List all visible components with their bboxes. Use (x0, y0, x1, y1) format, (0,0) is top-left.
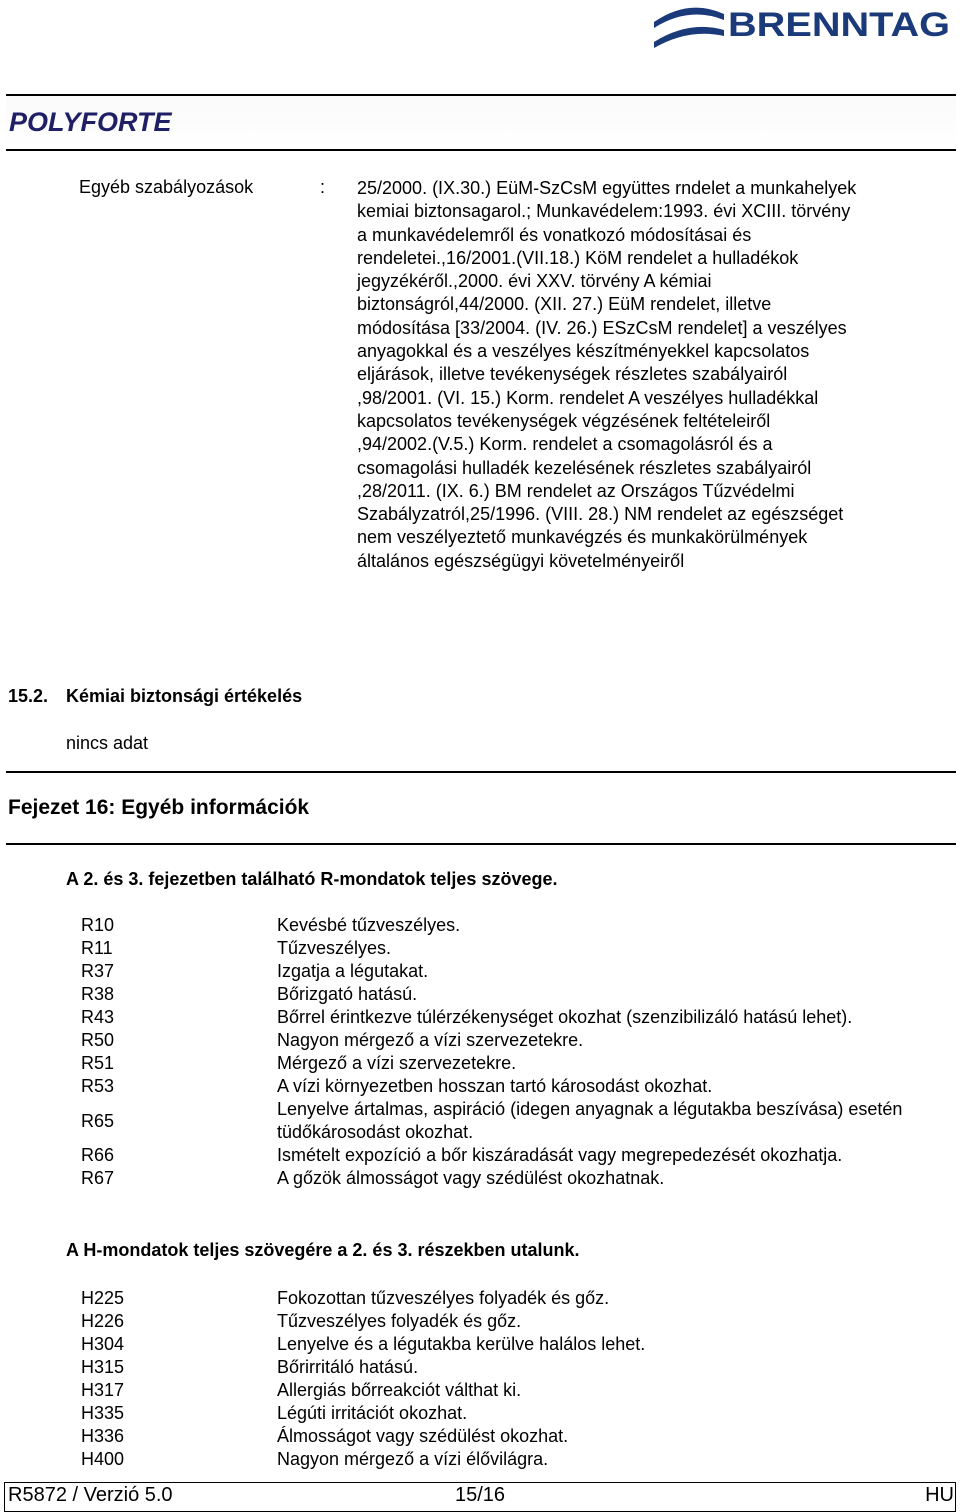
r-phrase-row (0, 1167, 960, 1190)
r-phrase-text: Tűzveszélyes. (277, 938, 392, 958)
section-15-2-number: 15.2. (8, 686, 49, 706)
r-phrase-row (0, 1052, 960, 1075)
regulation-line: módosítása [33/2004. (IV. 26.) ESzCsM rendelet] a veszélyes (357, 317, 847, 338)
r-phrases-list (0, 914, 960, 1190)
r-phrase-row (0, 1144, 960, 1167)
h-phrases-heading: A H-mondatok teljes szövegére a 2. és 3. részekben utalunk. (66, 1240, 580, 1260)
footer-language: HU (925, 1484, 954, 1506)
page-footer (0, 1482, 960, 1512)
h-phrase-code: H400 (81, 1449, 125, 1469)
brenntag-logo (654, 0, 954, 50)
regulation-line: nem veszélyeztető munkavégzés és munkakörülmények (357, 527, 808, 548)
h-phrase-code: H315 (81, 1357, 125, 1377)
r-phrase-row (0, 983, 960, 1006)
regulation-line: kemiai biztonsagarol.; Munkavédelem:1993. évi XCIII. törvény (357, 201, 851, 222)
chapter-16-title: Fejezet 16: Egyéb információk (8, 796, 310, 819)
h-phrase-row (0, 1356, 960, 1379)
h-phrase-text: Allergiás bőrreakciót válthat ki. (277, 1380, 522, 1400)
r-phrase-row (0, 960, 960, 983)
regulation-line: csomagolási hulladék kezelésének részletes szabályairól (357, 457, 812, 478)
r-phrase-text: Bőrizgató hatású. (277, 984, 418, 1004)
footer-version: R5872 / Verzió 5.0 (8, 1484, 173, 1506)
other-regulations-text (357, 177, 942, 573)
brenntag-logo-graphic (654, 0, 954, 50)
h-phrases-list (0, 1287, 960, 1471)
r-phrase-text: Izgatja a légutakat. (277, 961, 429, 981)
r-phrase-code: R11 (81, 938, 113, 958)
h-phrase-row (0, 1379, 960, 1402)
regulation-line: ,94/2002.(V.5.) Korm. rendelet a csomagolásról és a (357, 434, 773, 455)
r-phrase-row (0, 1029, 960, 1052)
r-phrase-code: R38 (81, 984, 115, 1004)
section-divider-top (6, 771, 956, 773)
h-phrase-row (0, 1402, 960, 1425)
h-phrase-row (0, 1310, 960, 1333)
regulation-line: anyagokkal és a veszélyes készítményekkel kapcsolatos (357, 341, 810, 362)
logo-wordmark: BRENNTAG (728, 6, 950, 44)
h-phrase-text: Bőrirritáló hatású. (277, 1357, 419, 1377)
h-phrase-text: Lenyelve és a légutakba kerülve halálos lehet. (277, 1334, 646, 1354)
h-phrase-row (0, 1333, 960, 1356)
r-phrase-code: R50 (81, 1030, 115, 1050)
r-phrase-row (0, 914, 960, 937)
r-phrase-code: R53 (81, 1076, 115, 1096)
r-phrase-text: A gőzök álmosságot vagy szédülést okozhatnak. (277, 1168, 665, 1188)
h-phrase-text: Fokozottan tűzveszélyes folyadék és gőz. (277, 1288, 610, 1308)
h-phrase-row (0, 1448, 960, 1471)
h-phrase-text: Nagyon mérgező a vízi élővilágra. (277, 1449, 549, 1469)
r-phrase-code: R10 (81, 915, 115, 935)
product-name: POLYFORTE (9, 107, 172, 137)
h-phrase-row (0, 1425, 960, 1448)
h-phrase-text: Tűzveszélyes folyadék és gőz. (277, 1311, 522, 1331)
section-divider-bottom (6, 843, 956, 845)
r-phrase-code: R65 (81, 1110, 115, 1131)
h-phrase-code: H335 (81, 1403, 125, 1423)
r-phrases-heading: A 2. és 3. fejezetben található R-mondatok teljes szövege. (66, 869, 558, 889)
regulation-line: a munkavédelemről és vonatkozó módosításai és (357, 224, 752, 245)
r-phrase-text: Kevésbé tűzveszélyes. (277, 915, 461, 935)
regulation-line: eljárások, illetve tevékenységek részletes szabályairól (357, 364, 788, 385)
r-phrase-row (0, 1075, 960, 1098)
regulation-line: 25/2000. (IX.30.) EüM-SzCsM együttes rndelet a munkahelyek (357, 178, 857, 198)
section-15-2-title: Kémiai biztonsági értékelés (66, 686, 303, 706)
r-phrase-text: Ismételt expozíció a bőr kiszáradását vagy megrepedezését okozhatja. (277, 1145, 843, 1165)
regulation-line: Szabályzatról,25/1996. (VIII. 28.) NM rendelet az egészséget (357, 504, 844, 525)
r-phrase-text: Lenyelve ártalmas, aspiráció (idegen anyagnak a légutakba beszívása) esetén tüdőkárosodást okozhat. (277, 1099, 903, 1142)
r-phrase-code: R51 (81, 1053, 115, 1073)
regulation-line: jegyzékéről.,2000. évi XXV. törvény A kémiai (357, 271, 712, 292)
r-phrase-text: Bőrrel érintkezve túlérzékenységet okozhat (szenzibilizáló hatású lehet). (277, 1007, 853, 1027)
r-phrase-row (0, 1006, 960, 1029)
section-15-2-value: nincs adat (66, 733, 149, 753)
r-phrase-code: R67 (81, 1168, 115, 1188)
r-phrase-code: R66 (81, 1145, 115, 1165)
h-phrase-code: H226 (81, 1311, 125, 1331)
r-phrase-text: Nagyon mérgező a vízi szervezetekre. (277, 1030, 584, 1050)
regulation-line: ,98/2001. (VI. 15.) Korm. rendelet A veszélyes hulladékkal (357, 387, 819, 408)
regulation-line: általános egészségügyi követelményeiről (357, 550, 685, 571)
h-phrase-row (0, 1287, 960, 1310)
h-phrase-text: Légúti irritációt okozhat. (277, 1403, 468, 1423)
regulation-line: biztonságról,44/2000. (XII. 27.) EüM rendelet, illetve (357, 294, 772, 315)
h-phrase-code: H225 (81, 1288, 125, 1308)
r-phrase-row (0, 937, 960, 960)
other-regulations-label: Egyéb szabályozások (79, 177, 254, 197)
h-phrase-code: H317 (81, 1380, 125, 1400)
h-phrase-code: H304 (81, 1334, 125, 1354)
r-phrase-text: A vízi környezetben hosszan tartó károsodást okozhat. (277, 1076, 713, 1096)
r-phrase-row (0, 1098, 960, 1144)
h-phrase-code: H336 (81, 1426, 125, 1446)
r-phrase-text: Mérgező a vízi szervezetekre. (277, 1053, 517, 1073)
r-phrase-code: R37 (81, 961, 115, 981)
other-regulations-colon: : (320, 177, 326, 197)
regulation-line: kapcsolatos tevékenységek végzésének feltételeiről (357, 410, 771, 431)
footer-page-number: 15/16 (455, 1484, 506, 1506)
h-phrase-text: Álmosságot vagy szédülést okozhat. (277, 1426, 569, 1446)
r-phrase-code: R43 (81, 1007, 115, 1027)
regulation-line: rendeletei.,16/2001.(VII.18.) KöM rendelet a hulladékok (357, 247, 799, 268)
regulation-line: ,28/2011. (IX. 6.) BM rendelet az Országos Tűzvédelmi (357, 480, 795, 501)
